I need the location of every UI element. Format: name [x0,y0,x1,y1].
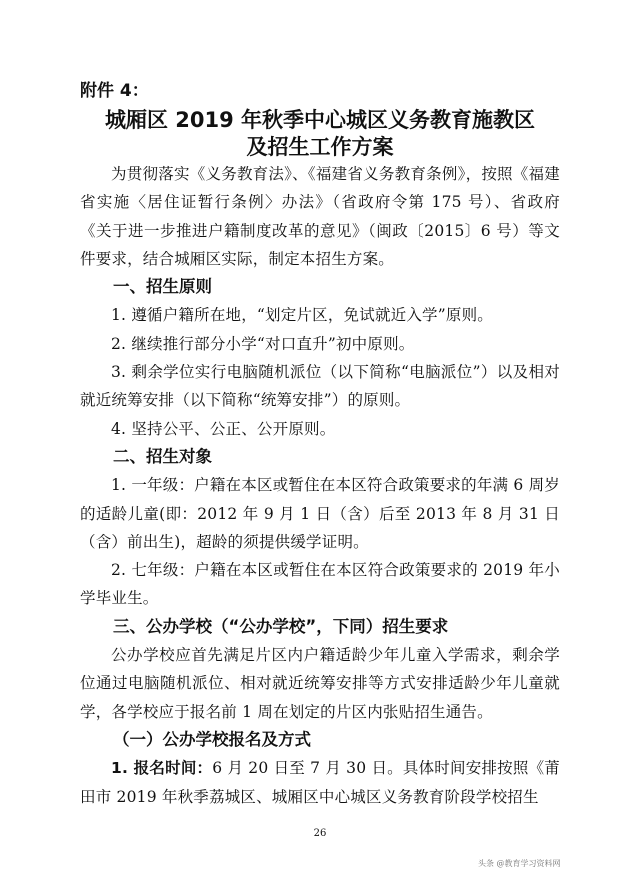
target-item-2: 2. 七年级：户籍在本区或暂住在本区符合政策要求的 2019 年小学毕业生。 [80,561,560,608]
registration-time-paragraph [80,754,560,811]
document-title-line-1: 城厢区 2019 年秋季中心城区义务教育施教区 [104,108,536,132]
document-title-line-2: 及招生工作方案 [246,135,394,159]
subsection-heading-registration: （一）公办学校报名及方式 [113,729,311,749]
principle-item-1: 1. 遵循户籍所在地，“划定片区，免试就近入学”原则。 [111,306,493,325]
intro-paragraph: 为贯彻落实《义务教育法》、《福建省义务教育条例》，按照《福建省实施〈居住证暂行条例〉办法》（省政府令第 175 号）、省政府《关于进一步推进户籍制度改革的意见》（闽政〔2015〕6 号）等文件要求，结合城厢区实际，制定本招生方案。 [80,165,560,268]
attachment-label: 附件 4： [80,81,149,101]
principle-item-4: 4. 坚持公平、公正、公开原则。 [111,419,336,438]
target-item-1: 1. 一年级：户籍在本区或暂住在本区符合政策要求的年满 6 周岁的适龄儿童(即：2012 年 9 月 1 日（含）后至 2013 年 8 月 31 日（含）前出生)，超龄的须提供缓学证明。 [80,476,560,551]
section-heading-public-school: 三、公办学校（“公办学校”，下同）招生要求 [113,616,449,636]
registration-time-label: 1. 报名时间： [111,759,213,778]
registration-time-text: 6 月 20 日至 7 月 30 日。具体时间安排按照《莆田市 2019 年秋季荔城区、城厢区中心城区义务教育阶段学校招生 [80,759,560,806]
principle-item-3: 3. 剩余学位实行电脑随机派位（以下简称“电脑派位”）以及相对就近统筹安排（以下简称“统筹安排”）的原则。 [80,363,560,410]
section-heading-targets: 二、招生对象 [113,446,212,466]
principle-item-2: 2. 继续推行部分小学“对口直升”初中原则。 [111,334,415,353]
section-heading-principles: 一、招生原则 [113,277,212,297]
public-school-paragraph: 公办学校应首先满足片区内户籍适龄少年儿童入学需求，剩余学位通过电脑随机派位、相对就近统筹安排等方式安排适龄少年儿童就学，各学校应于报名前 1 周在划定的片区内张贴招生通告。 [80,646,560,721]
page-number: 26 [313,828,327,839]
document-body [80,160,560,811]
watermark-text: 头条 @教育学习资料网 [478,859,561,868]
